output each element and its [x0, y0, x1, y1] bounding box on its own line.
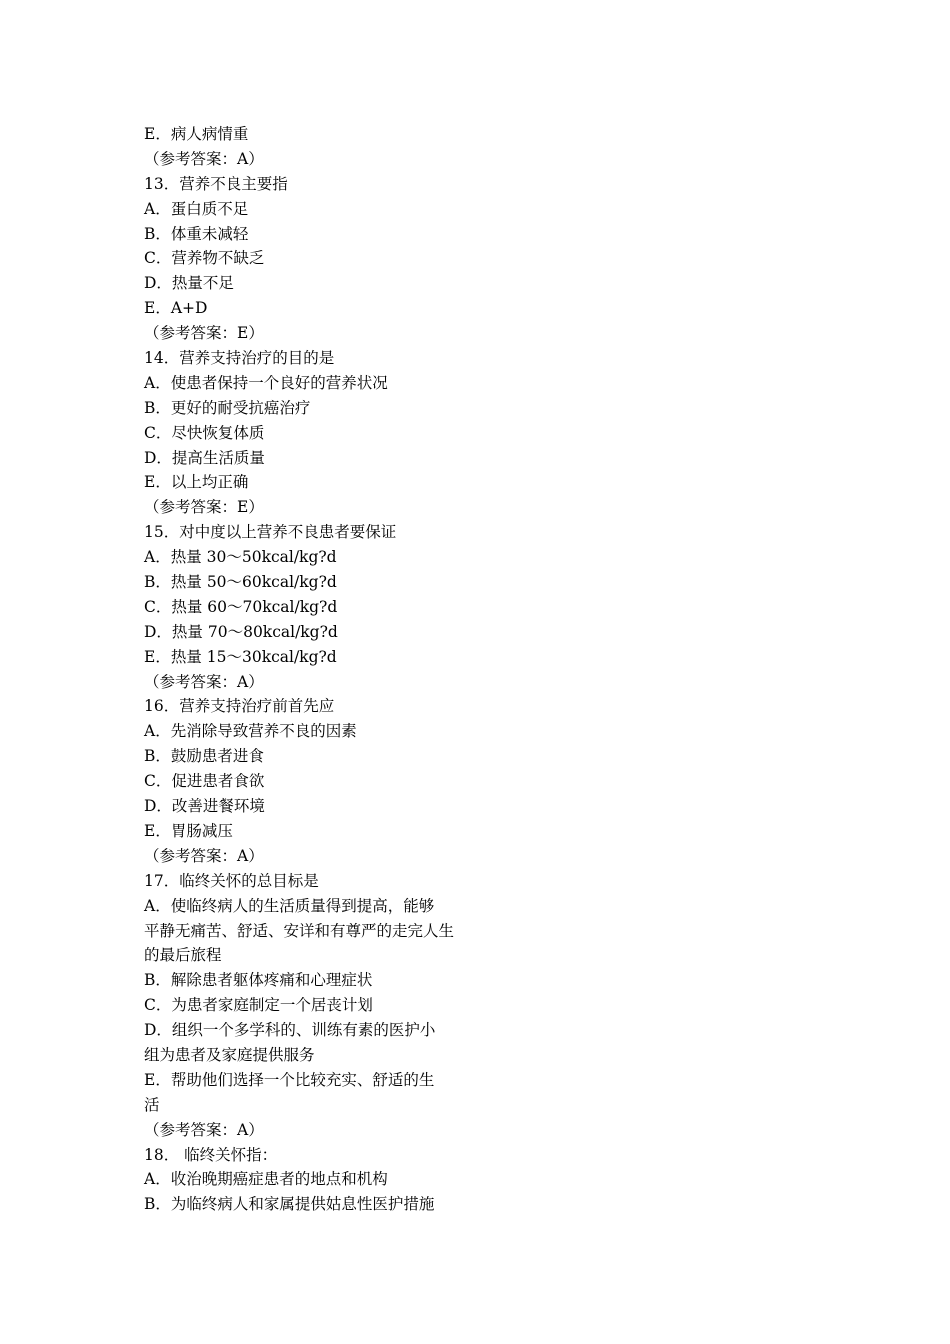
option-line: D．提高生活质量 — [144, 448, 265, 467]
option-line: C．热量 60～70kcal/kg?d — [144, 597, 338, 616]
option-line: E．胃肠减压 — [144, 821, 233, 840]
option-line: A．蛋白质不足 — [144, 199, 249, 218]
option-line: C．促进患者食欲 — [144, 772, 265, 791]
question-line: 13．营养不良主要指 — [144, 174, 288, 193]
option-line: E．以上均正确 — [144, 473, 249, 492]
option-line: B．更好的耐受抗癌治疗 — [144, 398, 311, 417]
answer-line: （参考答案：A） — [144, 846, 264, 865]
option-line: D．热量 70～80kcal/kg?d — [144, 622, 338, 641]
option-line: A．使患者保持一个良好的营养状况 — [144, 373, 388, 392]
answer-line: （参考答案：A） — [144, 149, 264, 168]
answer-line: （参考答案：E） — [144, 498, 264, 517]
option-line: C．营养物不缺乏 — [144, 249, 265, 268]
option-continuation-line: 的最后旅程 — [144, 946, 222, 965]
option-line: D．组织一个多学科的、训练有素的医护小 — [144, 1021, 436, 1040]
option-line: B．鼓励患者进食 — [144, 747, 264, 766]
option-line: B．解除患者躯体疼痛和心理症状 — [144, 971, 373, 990]
option-line: E．帮助他们选择一个比较充实、舒适的生 — [144, 1070, 435, 1089]
answer-line: （参考答案：A） — [144, 672, 264, 691]
option-line: B．热量 50～60kcal/kg?d — [144, 573, 337, 592]
question-line: 16．营养支持治疗前首先应 — [144, 697, 335, 716]
option-line: A．收治晚期癌症患者的地点和机构 — [144, 1170, 388, 1189]
option-line: E．热量 15～30kcal/kg?d — [144, 647, 337, 666]
option-line: A．先消除导致营养不良的因素 — [144, 722, 357, 741]
question-line: 18． 临终关怀指： — [144, 1145, 278, 1164]
option-line: D．改善进餐环境 — [144, 797, 265, 816]
option-line: B．体重未减轻 — [144, 224, 249, 243]
option-continuation-line: 平静无痛苦、舒适、安详和有尊严的走完人生 — [144, 921, 455, 940]
option-line: C．为患者家庭制定一个居丧计划 — [144, 996, 373, 1015]
question-line: 17．临终关怀的总目标是 — [144, 871, 319, 890]
option-line: A．使临终病人的生活质量得到提高，能够 — [144, 896, 435, 915]
option-line: C．尽快恢复体质 — [144, 423, 265, 442]
option-line: E．A+D — [144, 299, 208, 318]
option-line: D．热量不足 — [144, 274, 234, 293]
option-continuation-line: 组为患者及家庭提供服务 — [144, 1045, 315, 1064]
option-continuation-line: 活 — [144, 1095, 160, 1114]
question-list — [144, 122, 489, 1217]
option-line: B．为临终病人和家属提供姑息性医护措施 — [144, 1195, 435, 1214]
question-line: 15．对中度以上营养不良患者要保证 — [144, 523, 397, 542]
answer-line: （参考答案：A） — [144, 1120, 264, 1139]
question-line: 14．营养支持治疗的目的是 — [144, 349, 335, 368]
option-line: E．病人病情重 — [144, 125, 249, 143]
answer-line: （参考答案：E） — [144, 324, 264, 343]
option-line: A．热量 30～50kcal/kg?d — [144, 548, 337, 567]
